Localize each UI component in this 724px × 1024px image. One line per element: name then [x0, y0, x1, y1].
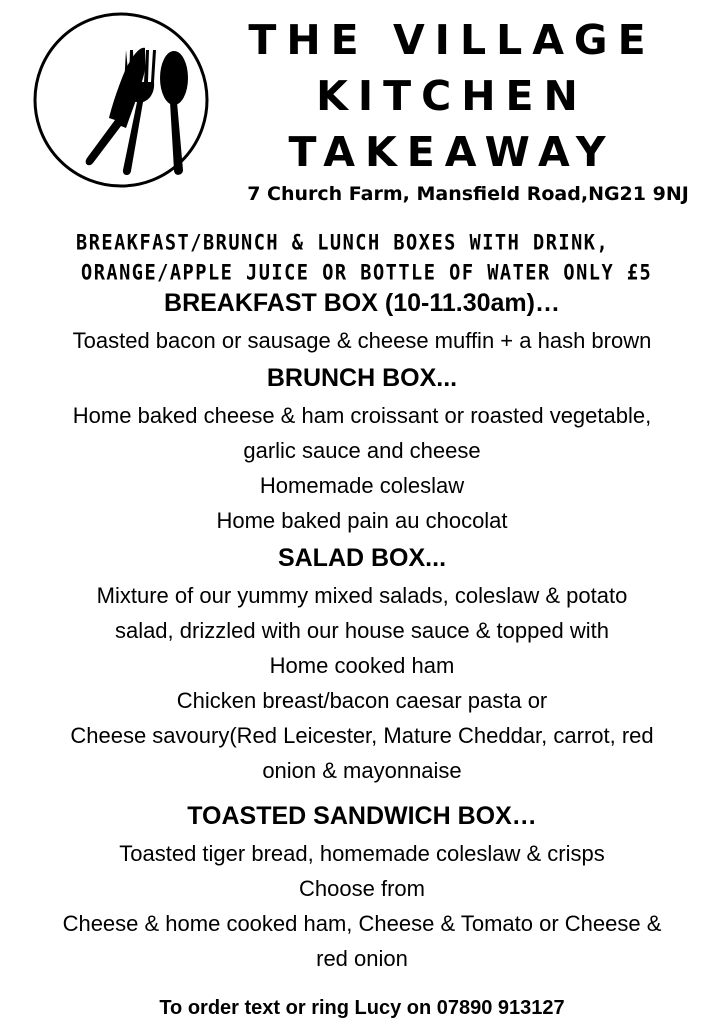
section-heading: TOASTED SANDWICH BOX…: [187, 802, 537, 830]
menu-line: Toasted tiger bread, homemade coleslaw & crisps: [119, 841, 605, 866]
section-heading: BREAKFAST BOX (10-11.30am)…: [164, 289, 560, 317]
menu-line: Cheese savoury(Red Leicester, Mature Cheddar, carrot, red: [70, 723, 654, 748]
title-line: TAKEAWAY: [288, 128, 616, 176]
title-line: KITCHEN: [316, 72, 588, 120]
menu-line: onion & mayonnaise: [262, 758, 462, 783]
section-heading: BRUNCH BOX...: [266, 364, 458, 392]
business-title: [240, 12, 664, 180]
menu-line: Choose from: [299, 876, 425, 901]
offer-line: BREAKFAST/BRUNCH & LUNCH BOXES WITH DRINK,: [76, 231, 610, 256]
order-contact: To order text or ring Lucy on 07890 913127: [159, 997, 565, 1019]
menu-line: Cheese & home cooked ham, Cheese & Tomato or Cheese &: [62, 911, 662, 936]
section-heading: SALAD BOX...: [277, 544, 447, 572]
spoon-icon: [160, 51, 188, 175]
section-spacer: [0, 788, 724, 796]
menu-sections: [0, 283, 724, 976]
menu-line: Toasted bacon or sausage & cheese muffin + a hash brown: [72, 328, 652, 353]
offer-banner: [76, 229, 716, 289]
menu-line: Home baked cheese & ham croissant or roasted vegetable,: [72, 403, 652, 428]
menu-line: Chicken breast/bacon caesar pasta or: [176, 688, 548, 713]
menu-line: Mixture of our yummy mixed salads, coleslaw & potato: [96, 583, 628, 608]
address: 7 Church Farm, Mansfield Road,NG21 9NJ: [247, 183, 689, 205]
menu-line: Homemade coleslaw: [259, 473, 465, 498]
title-line: THE VILLAGE: [248, 16, 656, 64]
menu-section-brunch: [0, 358, 724, 538]
offer-line: ORANGE/APPLE JUICE OR BOTTLE OF WATER ONLY £5: [81, 261, 653, 286]
menu-line: red onion: [316, 946, 408, 971]
menu-section-toasted-sandwich: [0, 796, 724, 976]
menu-section-breakfast: [0, 283, 724, 358]
menu-line: Home baked pain au chocolat: [216, 508, 508, 533]
menu-line: garlic sauce and cheese: [243, 438, 481, 463]
menu-section-salad: [0, 538, 724, 788]
menu-line: salad, drizzled with our house sauce & topped with: [114, 618, 610, 643]
cutlery-logo-icon: [27, 10, 215, 190]
menu-line: Home cooked ham: [269, 653, 455, 678]
